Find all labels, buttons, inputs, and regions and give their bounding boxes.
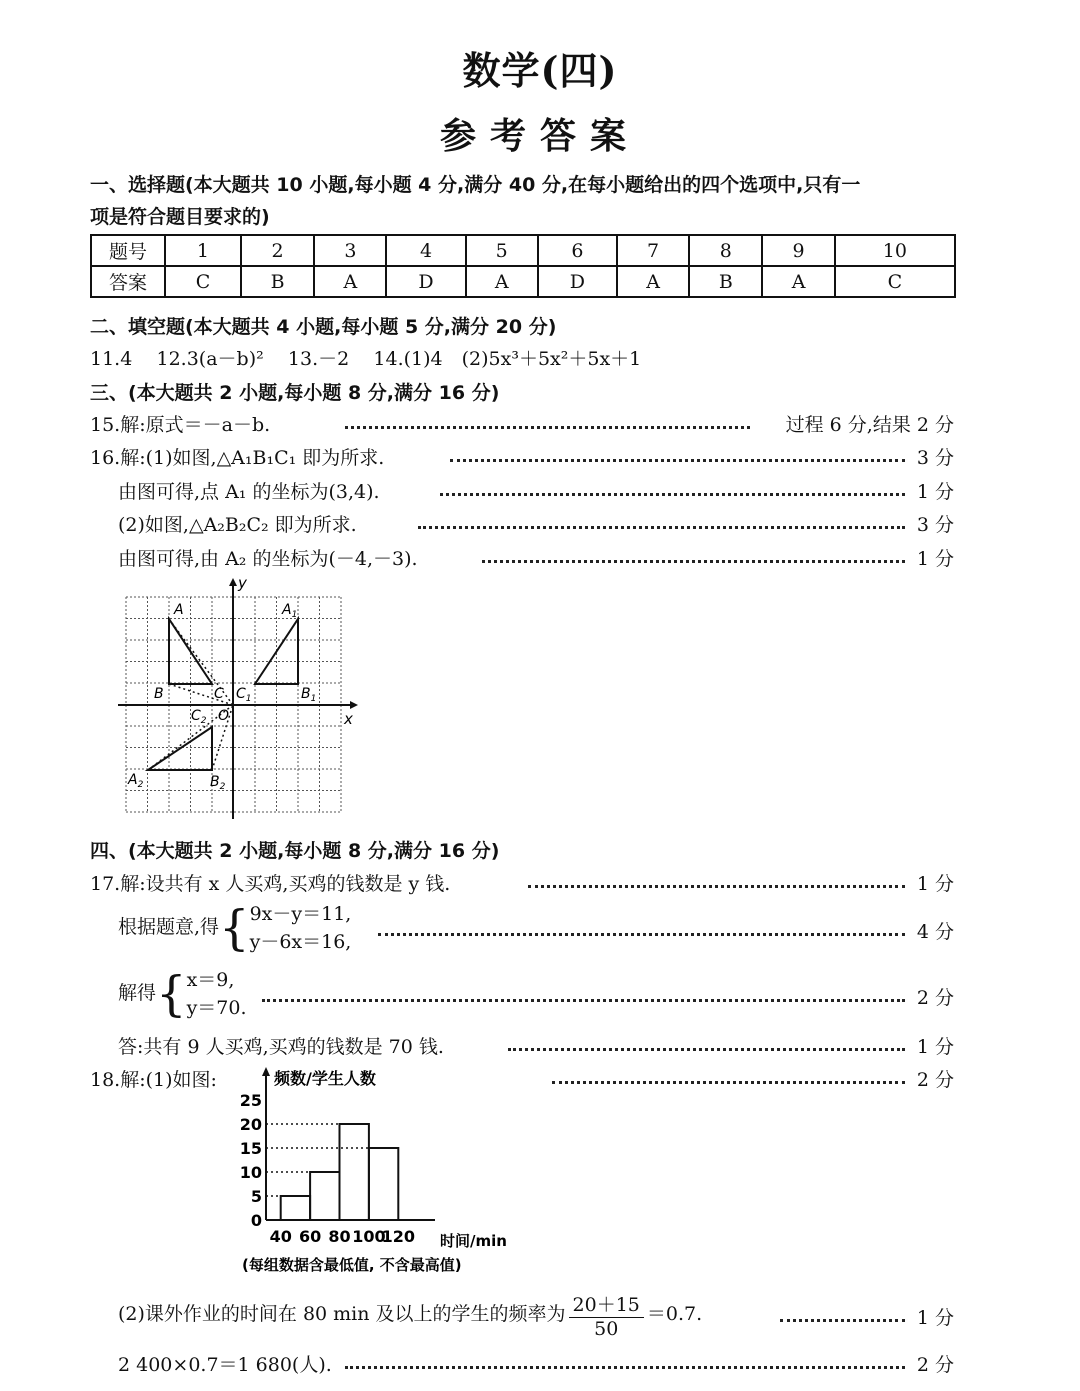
fraction-numerator: 20＋15	[569, 1290, 644, 1318]
table-cell: B	[241, 266, 314, 297]
leader-dots	[345, 1366, 905, 1369]
table-cell: 5	[466, 235, 538, 266]
table-cell: C	[835, 266, 955, 297]
fraction-denominator: 50	[594, 1318, 619, 1340]
chart-y-axis-arrow	[262, 1067, 270, 1076]
chart-y-label: 频数/学生人数	[274, 1069, 376, 1088]
y-tick-label: 10	[239, 1163, 262, 1182]
chart-guide-lines	[266, 1124, 369, 1196]
answer-table	[90, 234, 956, 298]
table-row-numbers	[91, 235, 955, 266]
q17-part2	[118, 900, 351, 956]
table-cell: B	[689, 266, 762, 297]
leader-dots	[418, 526, 905, 529]
q17-part1: 17.解:设共有 x 人买鸡,买鸡的钱数是 y 钱.	[90, 873, 451, 895]
page-subtitle: 参考答案	[439, 115, 640, 157]
q18-part3: 2 400×0.7＝1 680(人).	[118, 1354, 332, 1376]
solution-x: x＝9,	[186, 969, 235, 991]
histogram-bar	[340, 1124, 369, 1220]
leader-dots	[780, 1319, 905, 1322]
x-axis-label: x	[344, 710, 353, 728]
q18-part1: 18.解:(1)如图:	[90, 1069, 217, 1091]
point-b1-label: $B_1$	[301, 686, 317, 704]
q16-part3: (2)如图,△A₂B₂C₂ 即为所求.	[118, 514, 357, 536]
point-b-label: B	[154, 686, 164, 702]
q16-part1: 16.解:(1)如图,△A₁B₁C₁ 即为所求.	[90, 447, 385, 469]
origin-label: O	[218, 708, 230, 724]
leader-dots	[440, 493, 905, 496]
q17-part3-score: 2 分	[916, 987, 954, 1009]
answer-12: 12.3(a－b)²	[156, 348, 264, 370]
x-tick-label: 100	[352, 1227, 386, 1246]
table-header-answer: 答案	[91, 266, 165, 297]
q16-part4-score: 1 分	[916, 548, 954, 570]
equation-system	[250, 900, 352, 956]
section-4-heading: 四、(本大题共 2 小题,每小题 8 分,满分 16 分)	[90, 840, 500, 862]
q18-part3-score: 2 分	[916, 1354, 954, 1376]
q17-part4: 答:共有 9 人买鸡,买鸡的钱数是 70 钱.	[118, 1036, 444, 1058]
fraction	[569, 1290, 644, 1340]
q16-part4: 由图可得,由 A₂ 的坐标为(－4,－3).	[118, 548, 418, 570]
table-cell: 10	[835, 235, 955, 266]
table-cell: A	[617, 266, 689, 297]
table-cell: A	[762, 266, 834, 297]
brace-symbol: {	[219, 900, 250, 956]
section-3-heading: 三、(本大题共 2 小题,每小题 8 分,满分 16 分)	[90, 382, 500, 404]
section-1-heading-line2: 项是符合题目要求的)	[90, 206, 270, 228]
q17-part3	[118, 966, 247, 1022]
solution-y: y＝70.	[186, 997, 247, 1019]
table-cell: 7	[617, 235, 689, 266]
point-a-label: A	[174, 602, 184, 618]
answer-13: 13.－2	[287, 348, 350, 370]
y-tick-label: 20	[239, 1115, 262, 1134]
solution-system	[187, 966, 247, 1022]
q15-score: 过程 6 分,结果 2 分	[785, 414, 954, 436]
y-tick-label: 15	[239, 1139, 262, 1158]
q17-part3-prefix: 解得	[118, 982, 157, 1004]
point-c-label: C	[214, 686, 224, 702]
q16-part2-score: 1 分	[916, 481, 954, 503]
x-tick-label: 80	[328, 1227, 351, 1246]
table-cell: D	[538, 266, 617, 297]
leader-dots	[450, 459, 905, 462]
q16-part3-score: 3 分	[916, 514, 954, 536]
q18-part2	[118, 1290, 702, 1340]
histogram-bar	[310, 1172, 339, 1220]
q17-part2-prefix: 根据题意,得	[118, 916, 220, 938]
y-tick-label: 25	[239, 1091, 262, 1110]
leader-dots	[262, 999, 905, 1002]
q16-part1-score: 3 分	[916, 447, 954, 469]
table-cell: 6	[538, 235, 617, 266]
leader-dots	[345, 426, 750, 429]
table-cell: 9	[762, 235, 834, 266]
leader-dots	[528, 885, 905, 888]
point-b2-label: $B_2$	[210, 774, 226, 792]
table-cell: A	[466, 266, 538, 297]
point-a2-label: $A_2$	[128, 772, 144, 790]
table-cell: 2	[241, 235, 314, 266]
coordinate-grid-figure	[118, 574, 368, 824]
q18-part2-score: 1 分	[916, 1307, 954, 1329]
q18-part2-suffix: ＝0.7.	[646, 1303, 703, 1325]
leader-dots	[508, 1048, 905, 1051]
table-header-number: 题号	[91, 235, 165, 266]
answer-11: 11.4	[90, 348, 133, 370]
chart-note: (每组数据含最低值, 不含最高值)	[242, 1256, 462, 1274]
answer-14: 14.(1)4 (2)5x³＋5x²＋5x＋1	[373, 348, 642, 370]
table-cell: A	[314, 266, 386, 297]
q17-part2-score: 4 分	[916, 921, 954, 943]
y-tick-label: 5	[250, 1187, 262, 1206]
table-row-answers	[91, 266, 955, 297]
section-2-heading: 二、填空题(本大题共 4 小题,每小题 5 分,满分 20 分)	[90, 316, 557, 338]
section-1-heading-line1: 一、选择题(本大题共 10 小题,每小题 4 分,满分 40 分,在每小题给出的四个选项中,只有一	[90, 174, 861, 196]
y-axis-label: y	[238, 574, 247, 592]
x-axis-arrow	[350, 701, 358, 709]
page-title: 数学(四)	[462, 48, 618, 93]
q16-part2: 由图可得,点 A₁ 的坐标为(3,4).	[118, 481, 380, 503]
point-a1-label: $A_1$	[282, 602, 298, 620]
histogram-bar	[281, 1196, 310, 1220]
y-axis-arrow	[229, 578, 237, 586]
leader-dots	[482, 560, 905, 563]
table-cell: 1	[165, 235, 241, 266]
y-tick-label: 0	[250, 1211, 262, 1230]
leader-dots	[552, 1081, 905, 1084]
leader-dots	[378, 933, 905, 936]
table-cell: 3	[314, 235, 386, 266]
x-tick-label: 40	[269, 1227, 292, 1246]
x-tick-label: 120	[381, 1227, 416, 1246]
x-tick-label: 60	[298, 1227, 322, 1246]
q18-part2-prefix: (2)课外作业的时间在 80 min 及以上的学生的频率为	[118, 1303, 566, 1325]
q15-line: 15.解:原式＝－a－b.	[90, 414, 271, 436]
histogram-bar	[369, 1148, 398, 1220]
q18-part1-score: 2 分	[916, 1069, 954, 1091]
brace-symbol: {	[156, 966, 187, 1022]
point-c1-label: $C_1$	[236, 686, 252, 704]
q17-part4-score: 1 分	[916, 1036, 954, 1058]
equation-2: y－6x＝16,	[249, 931, 352, 953]
table-cell: D	[386, 266, 465, 297]
equation-1: 9x－y＝11,	[249, 903, 352, 925]
chart-x-label: 时间/min	[440, 1232, 507, 1250]
table-cell: C	[165, 266, 241, 297]
histogram-chart	[230, 1062, 540, 1282]
table-cell: 4	[386, 235, 465, 266]
point-c2-label: $C_2$	[191, 708, 207, 726]
q17-part1-score: 1 分	[916, 873, 954, 895]
fill-answers	[90, 344, 641, 371]
table-cell: 8	[689, 235, 762, 266]
